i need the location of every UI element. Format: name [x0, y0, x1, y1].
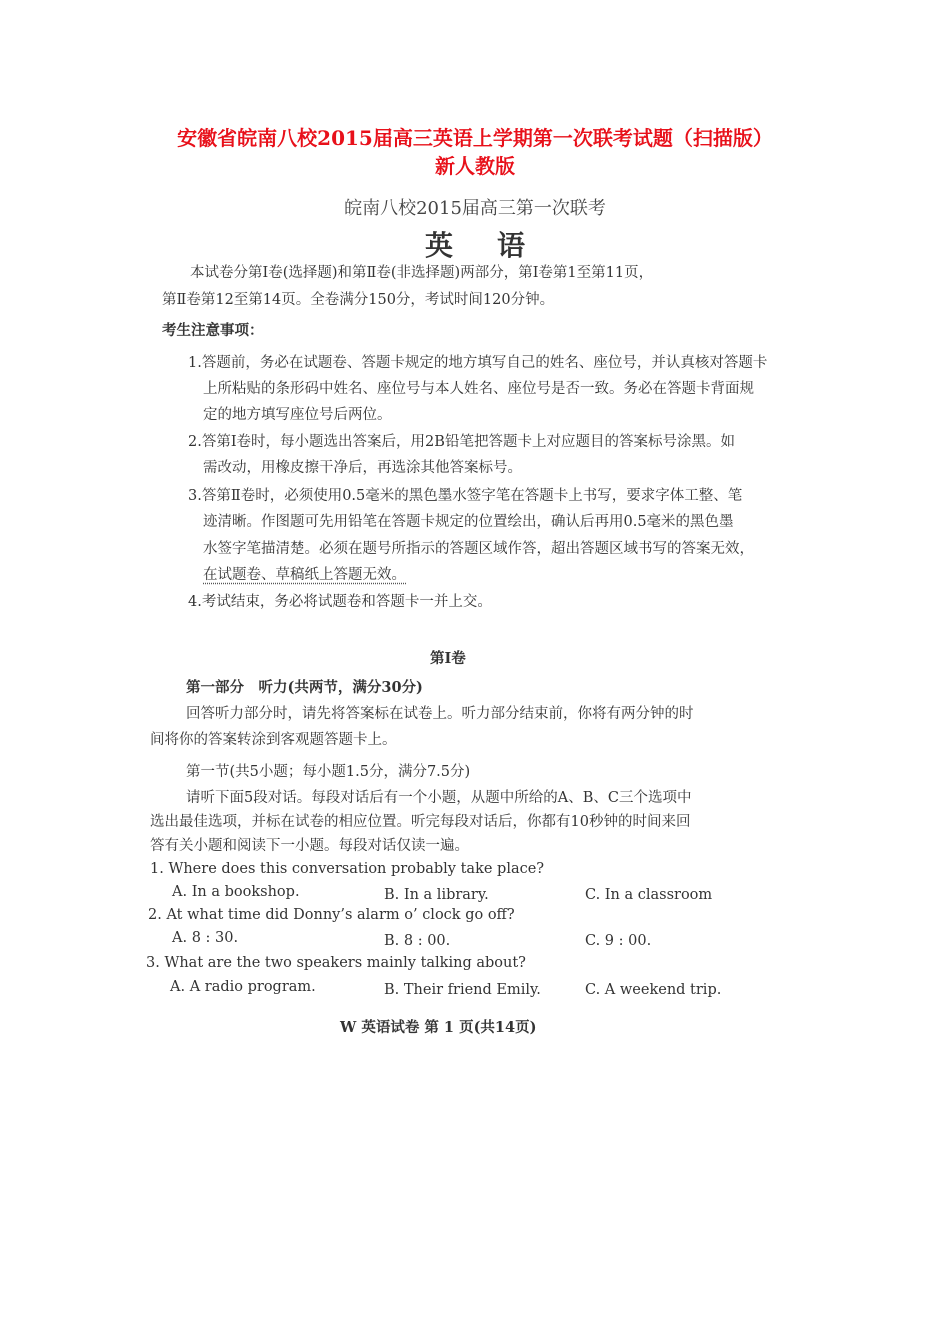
note-3-line-2: 迹清晰。作图题可先用铅笔在答题卡规定的位置绘出，确认后再用0.5毫米的黑色墨 — [203, 514, 734, 530]
question-3-option-a: A. A radio program. — [170, 979, 316, 995]
document-subtitle: 新人教版 — [435, 154, 515, 178]
part1-heading: 第一部分 听力(共两节，满分30分) — [186, 679, 423, 696]
note-1-line-3: 定的地方填写座位号后两位。 — [203, 407, 392, 423]
note-1-line-1: 1.答题前，务必在试题卷、答题卡规定的地方填写自己的姓名、座位号，并认真核对答题卡 — [188, 355, 768, 371]
question-1-option-c: C. In a classroom — [585, 887, 713, 903]
section1-instr-line-1: 请听下面5段对话。每段对话后有一个小题，从题中所给的A、B、C三个选项中 — [186, 790, 692, 806]
page-footer: W 英语试卷 第 1 页(共14页) — [340, 1019, 537, 1036]
question-2-stem: 2. At what time did Donny’s alarm o’ clock go off? — [148, 907, 515, 923]
section1-heading: 第一节(共5小题；每小题1.5分，满分7.5分) — [186, 764, 471, 780]
note-2-line-1: 2.答第Ⅰ卷时，每小题选出答案后，用2B铅笔把答题卡上对应题目的答案标号涂黑。如 — [188, 434, 735, 450]
section1-instr-line-2: 选出最佳选项，并标在试卷的相应位置。听完每段对话后，你都有10秒钟的时间来回 — [150, 814, 691, 830]
subject-title: 英语 — [424, 229, 569, 262]
intro-line-2: 第Ⅱ卷第12至第14页。全卷满分150分，考试时间120分钟。 — [162, 292, 555, 308]
part1-instr-line-2: 间将你的答案转涂到客观题答题卡上。 — [150, 732, 397, 748]
question-1-option-a: A. In a bookshop. — [172, 884, 300, 900]
note-2-line-2: 需改动，用橡皮擦干净后，再选涂其他答案标号。 — [203, 460, 522, 476]
part1-instr-line-1: 回答听力部分时，请先将答案标在试卷上。听力部分结束前，你将有两分钟的时 — [186, 706, 694, 722]
note-3-line-4: 在试题卷、草稿纸上答题无效。 — [203, 567, 406, 583]
note-3-line-1: 3.答第Ⅱ卷时，必须使用0.5毫米的黑色墨水签字笔在答题卡上书写，要求字体工整、笔 — [188, 488, 743, 504]
note-1-line-2: 上所粘贴的条形码中姓名、座位号与本人姓名、座位号是否一致。务必在答题卡背面规 — [203, 381, 754, 397]
question-1-stem: 1. Where does this conversation probably take place? — [150, 861, 545, 877]
question-2-option-a: A. 8 : 30. — [172, 930, 239, 946]
question-1-option-b: B. In a library. — [384, 887, 489, 903]
exam-header: 皖南八校2015届高三第一次联考 — [344, 198, 606, 219]
question-2-option-c: C. 9 : 00. — [585, 933, 652, 949]
document-title: 安徽省皖南八校2015届高三英语上学期第一次联考试题（扫描版） — [177, 126, 773, 150]
section1-instr-line-3: 答有关小题和阅读下一小题。每段对话仅读一遍。 — [150, 838, 469, 854]
question-2-option-b: B. 8 : 00. — [384, 933, 451, 949]
intro-line-1: 本试卷分第Ⅰ卷(选择题)和第Ⅱ卷(非选择题)两部分，第Ⅰ卷第1至第11页， — [190, 265, 654, 281]
volume-label: 第Ⅰ卷 — [430, 650, 466, 667]
question-3-stem: 3. What are the two speakers mainly talking about? — [146, 955, 526, 971]
note-4-line-1: 4.考试结束，务必将试题卷和答题卡一并上交。 — [188, 594, 492, 610]
question-3-option-b: B. Their friend Emily. — [384, 982, 541, 998]
note-3-line-3: 水签字笔描清楚。必须在题号所指示的答题区域作答，超出答题区域书写的答案无效， — [203, 541, 754, 557]
notes-heading: 考生注意事项： — [162, 322, 264, 339]
question-3-option-c: C. A weekend trip. — [585, 982, 722, 998]
